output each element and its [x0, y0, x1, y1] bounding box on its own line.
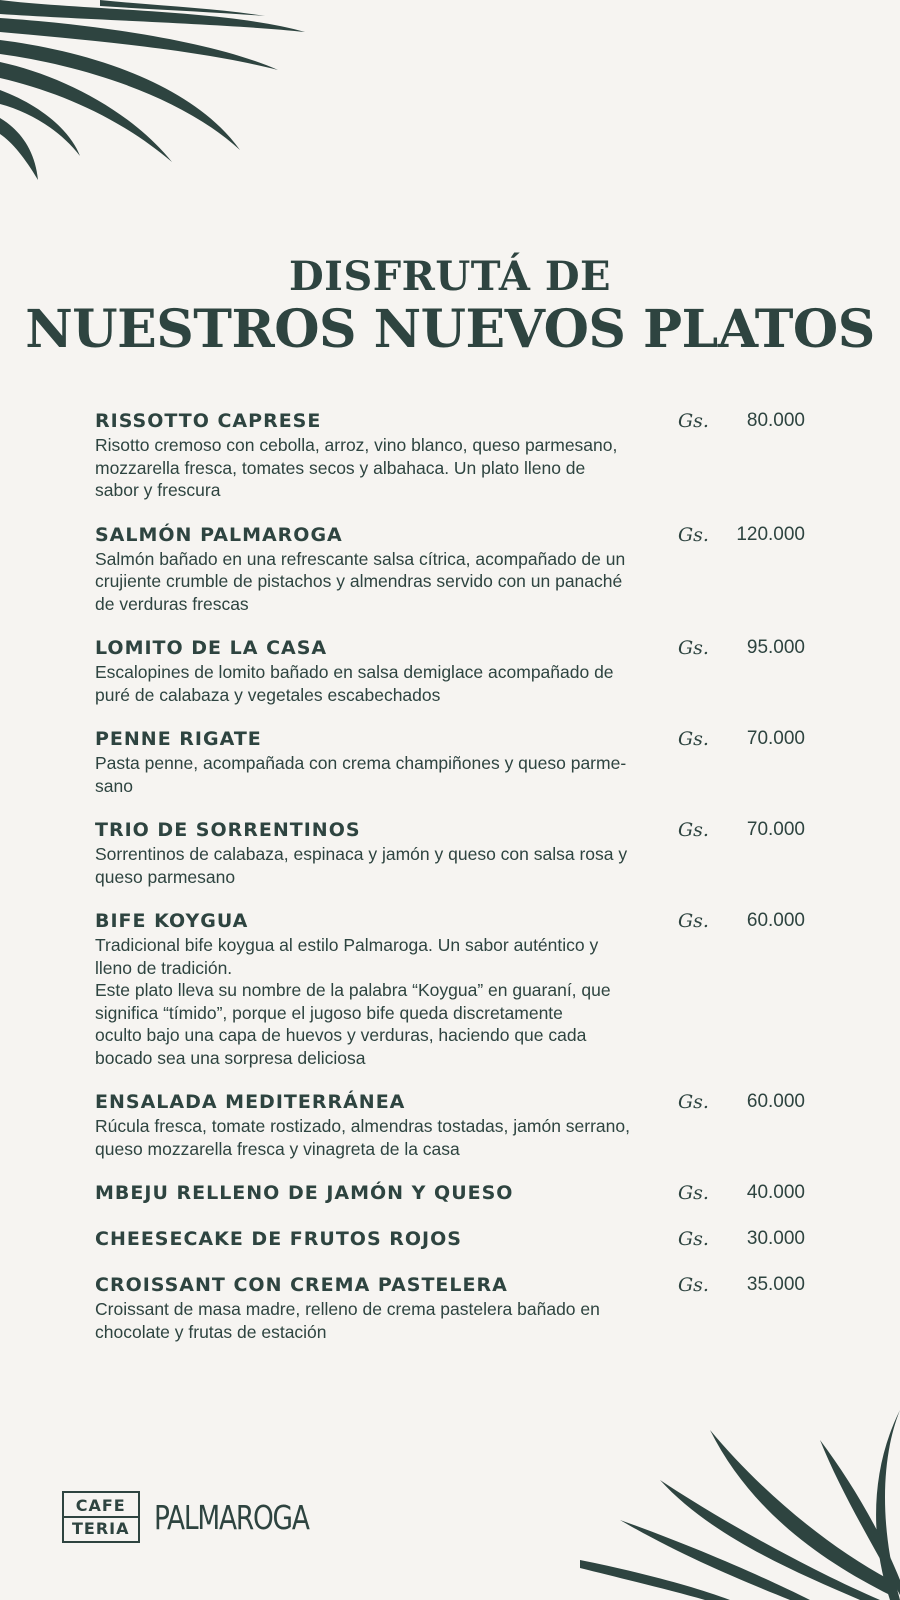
menu-item — [95, 726, 815, 797]
menu-item — [95, 1226, 815, 1252]
dish-name: ENSALADA MEDITERRÁNEA — [95, 1091, 406, 1113]
palm-leaf-top-left — [0, 0, 320, 190]
dish-price: 70.000 — [746, 728, 805, 749]
dish-price: 80.000 — [746, 410, 805, 431]
dish-description: Salmón bañado en una refrescante salsa cítrica, acompañado de un crujiente crumble de pistachos y almendras servido con un panaché de verduras frescas — [95, 548, 626, 614]
currency-label: Gs. — [678, 523, 709, 546]
currency-label: Gs. — [678, 410, 709, 432]
menu-item — [95, 817, 815, 888]
logo-box-line-1: CAFE — [75, 1496, 126, 1515]
currency-label: Gs. — [678, 728, 709, 750]
dish-description: Pasta penne, acompañada con crema champiñones y queso parme- sano — [95, 753, 627, 796]
currency-label: Gs. — [678, 910, 709, 932]
logo-divider — [64, 1516, 138, 1518]
title-line-1: DISFRUTÁ DE — [288, 253, 612, 300]
dish-price: 60.000 — [746, 910, 805, 931]
currency-label: Gs. — [678, 1182, 709, 1204]
dish-name: SALMÓN PALMAROGA — [95, 523, 343, 546]
dish-name: BIFE KOYGUA — [95, 910, 249, 932]
currency-label: Gs. — [678, 819, 709, 841]
logo-box-line-2: TERIA — [72, 1519, 130, 1538]
menu-list — [95, 408, 815, 1363]
menu-item — [95, 1089, 815, 1160]
dish-price: 70.000 — [746, 819, 805, 840]
dish-price: 60.000 — [746, 1091, 805, 1112]
menu-item — [95, 1272, 815, 1343]
dish-price: 40.000 — [746, 1182, 805, 1203]
dish-name: TRIO DE SORRENTINOS — [95, 819, 361, 841]
dish-description: Tradicional bife koygua al estilo Palmaroga. Un sabor auténtico y lleno de tradición. Este plato lleva su nombre de la palabra “Koygua” en guaraní, que significa “tímido”, porque el jugoso bife queda discretamente oculto bajo una capa de huevos y verduras, haciendo que cada bocado sea una sorpresa deliciosa — [95, 935, 611, 1068]
menu-item — [95, 635, 815, 706]
dish-price: 95.000 — [746, 637, 805, 658]
menu-item — [95, 1180, 815, 1206]
palm-leaf-bottom-right — [580, 1410, 900, 1600]
dish-description: Rúcula fresca, tomate rostizado, almendras tostadas, jamón serrano, queso mozzarella fresca y vinagreta de la casa — [95, 1116, 630, 1159]
currency-label: Gs. — [678, 1091, 709, 1113]
dish-name: CROISSANT CON CREMA PASTELERA — [95, 1274, 508, 1296]
page-title — [0, 254, 900, 360]
dish-name: MBEJU RELLENO DE JAMÓN Y QUESO — [95, 1182, 514, 1204]
menu-item — [95, 908, 815, 1069]
currency-label: Gs. — [678, 1228, 709, 1250]
brand-logo — [62, 1492, 347, 1542]
dish-price: 30.000 — [746, 1228, 805, 1249]
logo-box — [62, 1491, 140, 1543]
menu-item — [95, 408, 815, 502]
dish-description: Croissant de masa madre, relleno de crema pastelera bañado en chocolate y frutas de estación — [95, 1299, 600, 1342]
dish-name: RISSOTTO CAPRESE — [95, 410, 322, 432]
dish-description: Escalopines de lomito bañado en salsa demiglace acompañado de puré de calabaza y vegetales escabechados — [95, 662, 614, 705]
dish-price: 35.000 — [746, 1274, 805, 1295]
dish-description: Sorrentinos de calabaza, espinaca y jamón y queso con salsa rosa y queso parmesano — [95, 844, 628, 887]
currency-label: Gs. — [678, 1274, 709, 1296]
logo-wordmark: PALMAROGA — [153, 1497, 309, 1537]
dish-description: Risotto cremoso con cebolla, arroz, vino blanco, queso parmesano, mozzarella fresca, tomates secos y albahaca. Un plato lleno de sabor y frescura — [95, 435, 618, 500]
dish-name: LOMITO DE LA CASA — [95, 637, 328, 659]
menu-item — [95, 522, 815, 616]
dish-price: 120.000 — [736, 523, 805, 545]
dish-name: PENNE RIGATE — [95, 728, 262, 750]
title-line-2: NUESTROS NUEVOS PLATOS — [25, 299, 875, 360]
currency-label: Gs. — [678, 637, 709, 659]
dish-name: CHEESECAKE DE FRUTOS ROJOS — [95, 1228, 462, 1250]
